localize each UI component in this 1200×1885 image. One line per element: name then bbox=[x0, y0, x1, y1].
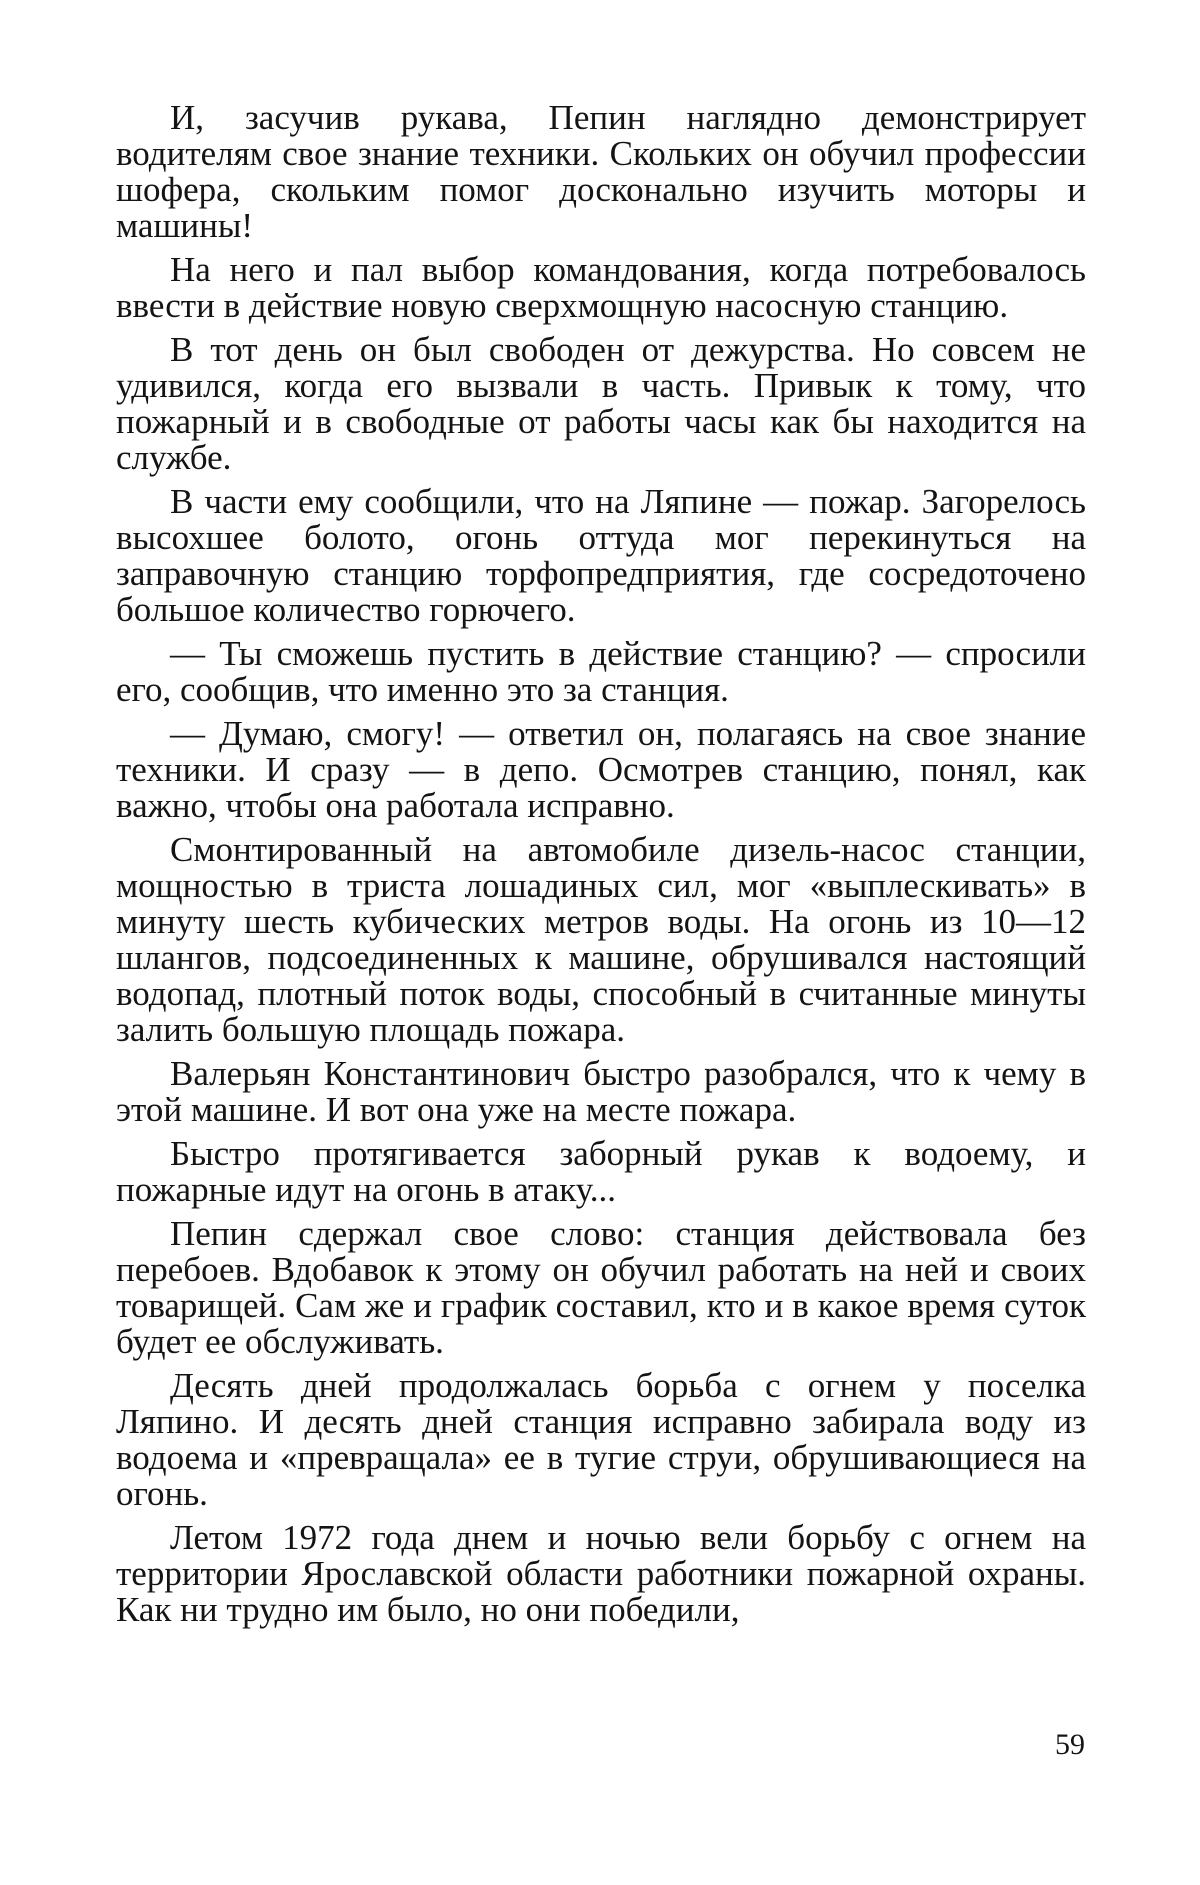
paragraph: — Думаю, смогу! — ответил он, полагаясь на свое знание техники. И сразу — в депо. Осмотрев станцию, понял, как важно, чтобы она работала исправно. bbox=[116, 714, 1086, 825]
paragraph: Быстро протягивается заборный рукав к водоему, и пожарные идут на огонь в атаку... bbox=[116, 1134, 1086, 1209]
paragraph: Десять дней продолжалась борьба с огнем у поселка Ляпино. И десять дней станция исправно забирала воду из водоема и «превращала» ее в тугие струи, обрушивающиеся на огонь. bbox=[116, 1366, 1086, 1513]
page-number: 59 bbox=[1055, 1728, 1085, 1761]
paragraph: Пепин сдержал свое слово: станция действовала без перебоев. Вдобавок к этому он обучил работать на ней и своих товарищей. Сам же и график составил, кто и в какое время суток будет ее обслуживать. bbox=[116, 1214, 1086, 1361]
page-body bbox=[116, 100, 1086, 1636]
paragraph: И, засучив рукава, Пепин наглядно демонстрирует водителям свое знание техники. Скольких он обучил профессии шофера, скольким помог досконально изучить моторы и машины! bbox=[116, 98, 1086, 245]
paragraph: — Ты сможешь пустить в действие станцию? — спросили его, сообщив, что именно это за станция. bbox=[116, 634, 1086, 709]
paragraph: В тот день он был свободен от дежурства. Но совсем не удивился, когда его вызвали в часть. Привык к тому, что пожарный и в свободные от работы часы как бы находится на службе. bbox=[116, 330, 1086, 477]
paragraph: Смонтированный на автомобиле дизель-насос станции, мощностью в триста лошадиных сил, мог «выплескивать» в минуту шесть кубических метров воды. На огонь из 10—12 шлангов, подсоединенных к машине, обрушивался настоящий водопад, плотный поток воды, способный в считанные минуты залить большую площадь пожара. bbox=[116, 830, 1086, 1049]
paragraph: Летом 1972 года днем и ночью вели борьбу с огнем на территории Ярославской области работники пожарной охраны. Как ни трудно им было, но они победили, bbox=[116, 1518, 1086, 1629]
paragraph: В части ему сообщили, что на Ляпине — пожар. Загорелось высохшее болото, огонь оттуда мог перекинуться на заправочную станцию торфопредприятия, где сосредоточено большое количество горючего. bbox=[116, 482, 1086, 629]
paragraph: Валерьян Константинович быстро разобрался, что к чему в этой машине. И вот она уже на месте пожара. bbox=[116, 1054, 1086, 1129]
paragraph: На него и пал выбор командования, когда потребовалось ввести в действие новую сверхмощную насосную станцию. bbox=[116, 250, 1086, 325]
